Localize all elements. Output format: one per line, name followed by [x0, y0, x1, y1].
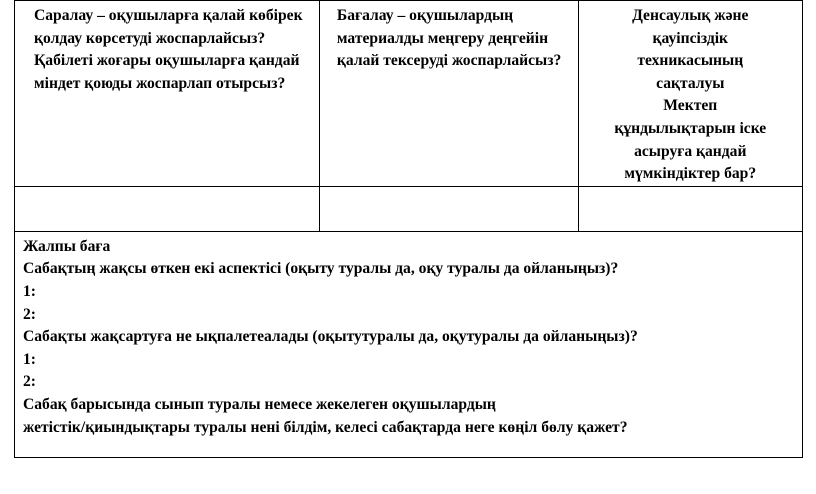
overall-assessment-title: Жалпы баға [23, 237, 111, 255]
question-learned-line-2: жетістік/қиындықтары туралы нені білдім, келесі сабақтарда неге көңіл бөлу қажет? [23, 418, 628, 436]
header-line: сақталуы [656, 74, 725, 92]
answer-label-2: 2: [23, 373, 36, 391]
header-line: асыруға қандай [634, 142, 747, 160]
answer-label-1: 1: [23, 282, 36, 300]
health-safety-header [578, 1, 802, 187]
header-line: Мектеп [663, 97, 718, 115]
empty-cell-health-safety[interactable] [578, 186, 802, 231]
header-line: мүмкіндіктер бар? [624, 165, 757, 183]
header-line: техникасының [637, 52, 744, 70]
header-line: Денсаулық және [632, 7, 749, 24]
empty-row [15, 186, 803, 231]
question-learned-line-1: Сабақ барысында сынып туралы немесе жекелеген оқушылардың [23, 395, 496, 413]
empty-cell-differentiation[interactable] [15, 186, 320, 231]
answer-label-1: 1: [23, 350, 36, 368]
overall-assessment-cell [15, 231, 803, 457]
empty-cell-assessment[interactable] [319, 186, 578, 231]
header-row [15, 1, 803, 187]
header-line: қауіпсіздік [652, 29, 729, 47]
question-improvement: Сабақты жақсартуға не ықпалетеалады (оқытутуралы да, оқутуралы да ойланыңыз)? [23, 328, 638, 346]
question-aspects: Сабақтың жақсы өткен екі аспектісі (оқыту туралы да, оқу туралы да ойланыңыз)? [23, 260, 619, 278]
assessment-header: Бағалау – оқушылардың материалды меңгеру деңгейін қалай тексеруді жоспарлайсыз? [319, 1, 578, 187]
reflection-row [15, 231, 803, 457]
differentiation-header: Саралау – оқушыларға қалай көбірек қолдау көрсетуді жоспарлайсыз? Қабілеті жоғары оқушыларға қандай міндет қоюды жоспарлап отырсыз? [15, 1, 320, 187]
lesson-plan-table [14, 0, 803, 458]
answer-label-2: 2: [23, 305, 36, 323]
header-line: құндылықтарын іске [614, 119, 767, 137]
